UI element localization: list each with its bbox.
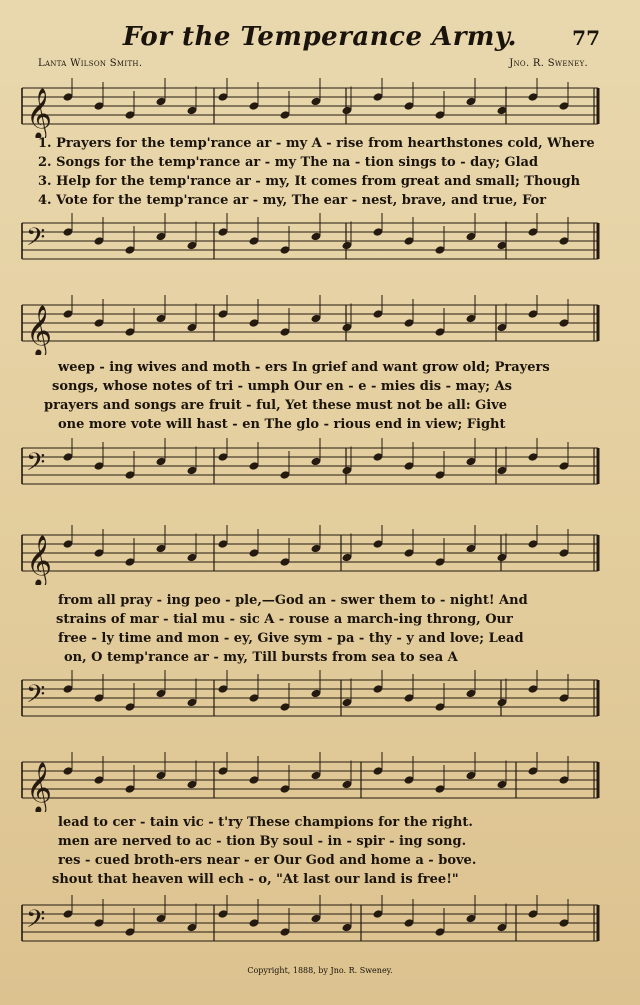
bass-clef-icon: 𝄢 <box>26 680 46 715</box>
bass-staff-1 <box>16 213 606 273</box>
bass-clef-icon: 𝄢 <box>26 905 46 940</box>
verse-1-line: weep - ing wives and moth - ers In grief and want grow old; Prayers <box>58 360 550 375</box>
copyright-notice: Copyright, 1888, by Jno. R. Sweney. <box>247 966 393 975</box>
bass-staff-2 <box>16 438 606 498</box>
verse-3-line: 3. Help for the temp'rance ar - my, It comes from great and small; Though <box>38 174 581 189</box>
verse-2-line: 2. Songs for the temp'rance ar - my The na - tion sings to - day; Glad <box>38 155 539 170</box>
verse-4-line: one more vote will hast - en The glo - rious end in view; Fight <box>58 417 506 432</box>
music-system-1 <box>16 78 606 273</box>
music-system-2 <box>16 295 606 505</box>
hymn-title: For the Temperance Army. <box>122 22 518 52</box>
verse-1-line: from all pray - ing peo - ple,—God an - swer them to - night! And <box>58 593 528 608</box>
treble-staff-3 <box>16 525 606 585</box>
verse-4-line: shout that heaven will ech - o, "At last our land is free!" <box>52 872 459 887</box>
verse-2-line: strains of mar - tial mu - sic A - rouse a march-ing throng, Our <box>56 612 513 627</box>
verse-3-line: free - ly time and mon - ey, Give sym - pa - thy - y and love; Lead <box>58 631 524 646</box>
bass-staff-4 <box>16 895 606 955</box>
treble-staff-4 <box>16 752 606 812</box>
treble-clef-icon: 𝄞 <box>26 88 53 138</box>
treble-clef-icon: 𝄞 <box>26 535 53 585</box>
verse-3-line: prayers and songs are fruit - ful, Yet these must not be all: Give <box>44 398 508 413</box>
bass-clef-icon: 𝄢 <box>26 223 46 258</box>
composer-credit: Jno. R. Sweney. <box>509 58 588 69</box>
treble-clef-icon: 𝄞 <box>26 762 53 812</box>
verse-1-line: 1. Prayers for the temp'rance ar - my A - rise from hearthstones cold, Where <box>38 136 595 151</box>
treble-clef-icon: 𝄞 <box>26 305 53 355</box>
verse-2-line: men are nerved to ac - tion By soul - in - spir - ing song. <box>58 834 467 849</box>
verse-2-line: songs, whose notes of tri - umph Our en - e - mies dis - may; As <box>52 379 512 394</box>
verse-3-line: res - cued broth-ers near - er Our God and home a - bove. <box>58 853 477 868</box>
bass-staff-3 <box>16 670 606 730</box>
treble-staff-1 <box>16 78 606 138</box>
bass-clef-icon: 𝄢 <box>26 448 46 483</box>
treble-staff-2 <box>16 295 606 355</box>
verse-1-line: lead to cer - tain vic - t'ry These champions for the right. <box>58 815 473 830</box>
verse-4-line: 4. Vote for the temp'rance ar - my, The ear - nest, brave, and true, For <box>38 193 547 208</box>
page-number: 77 <box>572 26 600 50</box>
lyricist-credit: Lanta Wilson Smith. <box>38 58 143 69</box>
music-system-3 <box>16 525 606 730</box>
music-system-4 <box>16 752 606 967</box>
verse-4-line: on, O temp'rance ar - my, Till bursts from sea to sea A <box>64 650 458 665</box>
